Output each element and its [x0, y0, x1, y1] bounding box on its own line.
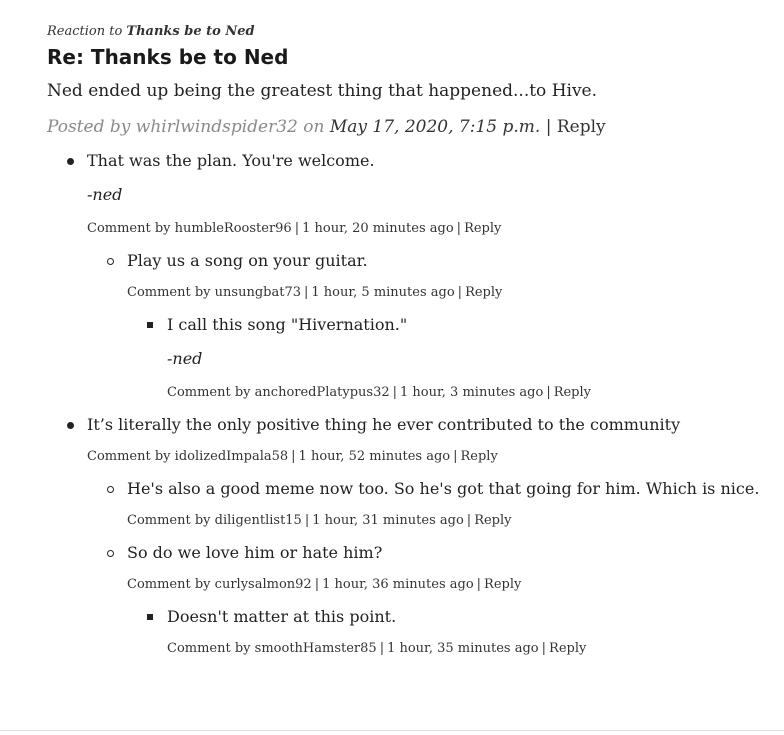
- comment-author-link[interactable]: anchoredPlatypus32: [254, 385, 390, 400]
- comment-reply-link[interactable]: Reply: [549, 641, 587, 656]
- comment-time: 1 hour, 3 minutes ago: [400, 385, 544, 400]
- meta-separator: |: [453, 449, 458, 464]
- comment-meta: [87, 220, 767, 238]
- comment-by-prefix: Comment by: [87, 449, 171, 464]
- comment-item: [87, 542, 767, 658]
- meta-separator: |: [466, 513, 472, 528]
- bullet-marker: [107, 486, 114, 493]
- reaction-target: Thanks be to Ned: [126, 24, 255, 39]
- reply-list: [87, 478, 767, 658]
- comment-signature: -ned: [167, 349, 203, 368]
- comment-reply-link[interactable]: Reply: [553, 385, 592, 400]
- comment-by-prefix: Comment by: [127, 513, 211, 528]
- comment-author-link[interactable]: unsungbat73: [214, 285, 301, 300]
- comment-time: 1 hour, 36 minutes ago: [322, 577, 474, 592]
- comment-thread: [47, 150, 767, 658]
- post-meta: [47, 116, 767, 138]
- meta-separator: |: [314, 577, 320, 592]
- meta-separator: |: [304, 513, 310, 528]
- meta-separator: |: [456, 221, 462, 236]
- comment-by-prefix: Comment by: [127, 577, 211, 592]
- comment-meta: [167, 640, 767, 658]
- posted-on-word: on: [303, 117, 325, 137]
- meta-separator: |: [379, 641, 385, 656]
- comment-text: He's also a good meme now too. So he's got that going for him. Which is nice.: [127, 479, 760, 498]
- comment-item: [127, 606, 767, 658]
- comment-meta: [127, 284, 767, 302]
- comment-item: [87, 250, 767, 402]
- post-title: Re: Thanks be to Ned: [47, 45, 289, 69]
- comment-by-prefix: Comment by: [167, 641, 251, 656]
- comment-reply-link[interactable]: Reply: [465, 285, 503, 300]
- comment-text: It’s literally the only positive thing he ever contributed to the community: [87, 415, 681, 434]
- bullet-marker: [147, 322, 153, 328]
- comment-meta: [127, 576, 767, 594]
- comment-item: [47, 150, 767, 402]
- bullet-marker: [67, 158, 74, 165]
- post-author-link[interactable]: whirlwindspider32: [135, 117, 298, 137]
- meta-separator: |: [304, 285, 309, 300]
- comment-author-link[interactable]: curlysalmon92: [214, 577, 312, 592]
- comment-item: [47, 414, 767, 658]
- page-divider: [0, 730, 784, 731]
- reaction-prefix: Reaction to: [47, 24, 123, 39]
- comment-signature: -ned: [87, 185, 123, 204]
- comment-by-prefix: Comment by: [127, 285, 211, 300]
- meta-separator: |: [476, 577, 482, 592]
- comment-text: Play us a song on your guitar.: [127, 251, 368, 270]
- comment-text: That was the plan. You're welcome.: [87, 151, 375, 170]
- meta-separator: |: [457, 285, 463, 300]
- comment-meta: [127, 512, 767, 530]
- reply-list: [127, 314, 767, 402]
- comment-time: 1 hour, 52 minutes ago: [298, 449, 451, 464]
- comment-author-link[interactable]: smoothHamster85: [254, 641, 377, 656]
- bullet-marker: [147, 614, 153, 620]
- comment-text: I call this song "Hivernation.": [167, 315, 408, 334]
- comment-text: Doesn't matter at this point.: [167, 607, 397, 626]
- posted-by-prefix: Posted by: [47, 117, 131, 137]
- comment-time: 1 hour, 35 minutes ago: [387, 641, 539, 656]
- comment-time: 1 hour, 5 minutes ago: [311, 285, 455, 300]
- post-container: [47, 24, 767, 670]
- comment-time: 1 hour, 20 minutes ago: [302, 221, 454, 236]
- comment-item: [127, 314, 767, 402]
- comment-item: [87, 478, 767, 530]
- comment-time: 1 hour, 31 minutes ago: [312, 513, 464, 528]
- comment-reply-link[interactable]: Reply: [460, 449, 498, 464]
- meta-separator: |: [541, 641, 547, 656]
- reaction-line: [47, 24, 767, 40]
- comment-meta: [167, 384, 767, 402]
- comment-by-prefix: Comment by: [87, 221, 171, 236]
- comment-reply-link[interactable]: Reply: [464, 221, 502, 236]
- post-date: May 17, 2020, 7:15 p.m.: [329, 117, 541, 137]
- comment-author-link[interactable]: idolizedImpala58: [174, 449, 289, 464]
- bullet-marker: [67, 422, 74, 429]
- comment-meta: [87, 448, 767, 466]
- comment-reply-link[interactable]: Reply: [484, 577, 522, 592]
- comment-by-prefix: Comment by: [167, 385, 251, 400]
- comment-author-link[interactable]: diligentlist15: [214, 513, 302, 528]
- reply-list: [87, 250, 767, 402]
- reply-list: [127, 606, 767, 658]
- meta-separator: |: [291, 449, 296, 464]
- bullet-marker: [107, 550, 114, 557]
- meta-separator: |: [545, 117, 552, 137]
- comment-text: So do we love him or hate him?: [127, 543, 383, 562]
- post-body: Ned ended up being the greatest thing that happened...to Hive.: [47, 81, 598, 101]
- meta-separator: |: [392, 385, 398, 400]
- meta-separator: |: [546, 385, 551, 400]
- comment-author-link[interactable]: humbleRooster96: [174, 221, 292, 236]
- comment-reply-link[interactable]: Reply: [474, 513, 512, 528]
- post-reply-link[interactable]: Reply: [556, 117, 606, 137]
- meta-separator: |: [294, 221, 300, 236]
- bullet-marker: [107, 258, 114, 265]
